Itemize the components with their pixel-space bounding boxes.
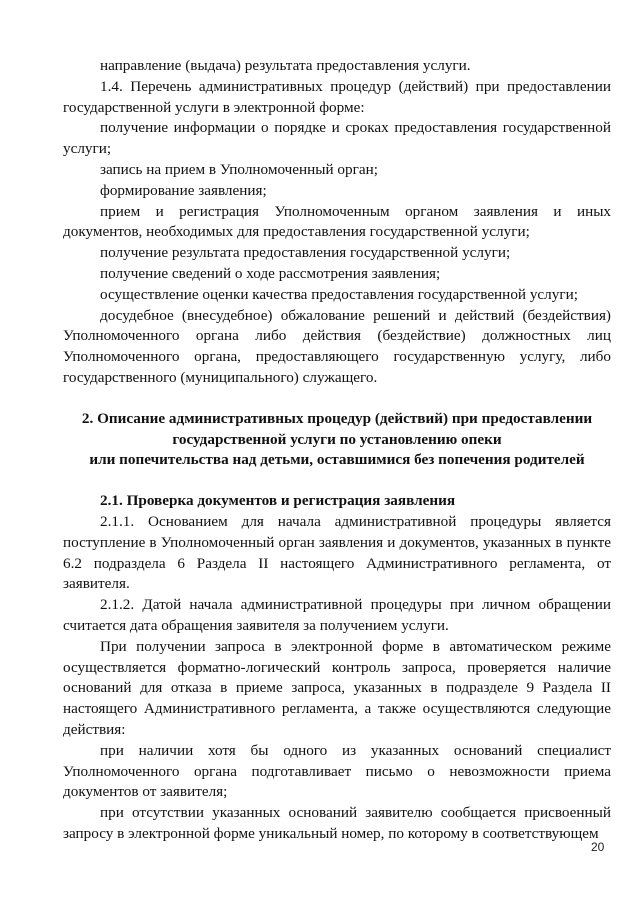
list-item-appeal: досудебное (внесудебное) обжалование решений и действий (бездействия) Уполномоченного органа либо действия (бездействие) должностных лиц Уполномоченного органа, предоставляющего государственную услугу, либо государственного (муниципального) служащего.	[63, 306, 611, 386]
list-item-form-application: формирование заявления;	[100, 181, 267, 199]
paragraph-grounds-present: при наличии хотя бы одного из указанных оснований специалист Уполномоченного органа подготавливает письмо о невозможности приема документов от заявителя;	[63, 741, 611, 801]
page-number: 20	[591, 840, 605, 854]
list-item-get-result: получение результата предоставления государственной услуги;	[100, 244, 511, 262]
subsection-heading: 2.1. Проверка документов и регистрация заявления	[100, 492, 456, 510]
paragraph-result-delivery: направление (выдача) результата предоставления услуги.	[100, 57, 471, 74]
document-page	[63, 56, 611, 845]
section-heading-line-3: или попечительства над детьми, оставшимися без попечения родителей	[89, 451, 585, 469]
list-item-quality: осуществление оценки качества предоставления государственной услуги;	[100, 285, 578, 303]
paragraph-2-1-1: 2.1.1. Основанием для начала административной процедуры является поступление в Уполномоченный орган заявления и документов, указанных в пункте 6.2 подраздела 6 Раздела II настоящего Административного регламента, от заявителя.	[63, 512, 611, 593]
list-item-registration: прием и регистрация Уполномоченным органом заявления и иных документов, необходимых для предоставления государственной услуги;	[63, 202, 611, 241]
paragraph-1-4-list-intro: 1.4. Перечень административных процедур (действий) при предоставлении государственной услуги в электронной форме:	[63, 77, 611, 116]
section-heading-line-1: 2. Описание административных процедур (действий) при предоставлении	[81, 409, 593, 427]
list-item-status: получение сведений о ходе рассмотрения заявления;	[100, 264, 441, 282]
paragraph-2-1-2: 2.1.2. Датой начала административной процедуры при личном обращении считается дата обращения заявителя за получением услуги.	[63, 596, 611, 634]
paragraph-grounds-absent: при отсутствии указанных оснований заявителю сообщается присвоенный запросу в электронной форме уникальный номер, по которому в соответствующем	[63, 804, 611, 842]
section-heading	[63, 409, 611, 471]
list-item-info: получение информации о порядке и сроках предоставления государственной услуги;	[63, 119, 611, 158]
paragraph-electronic-request: При получении запроса в электронной форме в автоматическом режиме осуществляется форматно-логический контроль запроса, проверяется наличие оснований для отказа в приеме запроса, указанных в подразделе 9 Раздела II настоящего Административного регламента, а также осуществляются следующие действия:	[63, 637, 611, 738]
section-heading-line-2: государственной услуги по установлению опеки	[172, 430, 502, 448]
list-item-appointment: запись на прием в Уполномоченный орган;	[100, 160, 378, 178]
